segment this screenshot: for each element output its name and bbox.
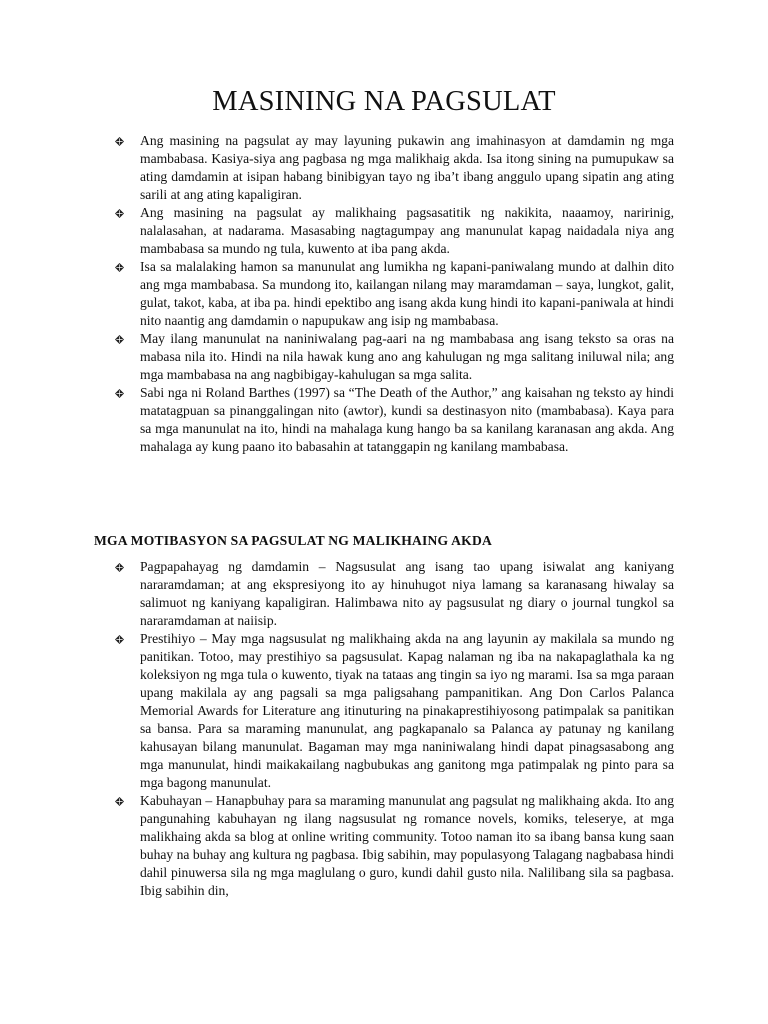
list-item	[112, 330, 674, 384]
intro-bullet-list	[112, 132, 674, 456]
list-item	[112, 132, 674, 204]
section-heading: MGA MOTIBASYON SA PAGSULAT NG MALIKHAING AKDA	[94, 533, 492, 548]
diamond-bullet-icon	[115, 137, 124, 146]
motivation-bullet-list	[112, 558, 674, 900]
diamond-bullet-icon	[115, 563, 124, 572]
diamond-bullet-icon	[115, 797, 124, 806]
list-item	[112, 792, 674, 900]
list-item-text: Kabuhayan – Hanapbuhay para sa maraming manunulat ang pagsulat ng malikhaing akda. Ito ang pangunahing kabuhayan ng ilang nagsusulat ng romance novels, komiks, teleserye, at mga malikhaing akda sa blog at online writing community. Totoo naman ito sa ibang bansa kung saan buhay na buhay ang kultura ng pagbasa. Ibig sabihin, may populasyong Talagang nagbabasa hindi dahil pinuwersa sila ng mga maglulang o guro, kundi dahil gusto nila. Nalilibang sila sa pagbasa. Ibig sabihin din,	[140, 793, 674, 898]
list-item	[112, 558, 674, 630]
list-item	[112, 204, 674, 258]
diamond-bullet-icon	[115, 389, 124, 398]
list-item-text: Prestihiyo – May mga nagsusulat ng malikhaing akda na ang layunin ay makilala sa mundo ng panitikan. Totoo, may prestihiyo sa pagsusulat. Kapag nalaman ng iba na nakapaglathala ka ng koleksiyon ng mga tula o kuwento, tiyak na tataas ang tingin sa iyo ng marami. Isa sa mga paraan upang makilala ay ang pagsali sa mga paligsahang pampanitikan. Ang Don Carlos Palanca Memorial Awards for Literature ang itinuturing na pinakaprestihiyosong patimpalak sa panitikan sa bansa. Para sa maraming manunulat, ang pagkapanalo sa Palanca ay patunay ng kanilang kahusayan bilang manunulat. Bagaman may mga naniniwalang hindi dapat pinagsasabong ang mga manunulat, hindi maikakailang nagbubukas ang ganitong mga patimpalak ng pinto para sa mga bagong manunulat.	[140, 631, 674, 790]
list-item-text: Ang masining na pagsulat ay may layuning pukawin ang imahinasyon at damdamin ng mga mambabasa. Kasiya-siya ang pagbasa ng mga malikhaig akda. Isa itong sining na pumupukaw sa ating damdamin at isipan habang binibigyan tayo ng iba’t ibang anggulo upang sipatin ang ating sarili at ang ating kapaligiran.	[140, 133, 674, 202]
diamond-bullet-icon	[115, 263, 124, 272]
list-item-text: Ang masining na pagsulat ay malikhaing pagsasatitik ng nakikita, naaamoy, naririnig, nalalasahan, at nadarama. Masasabing nagtagumpay ang manunulat kapag naidadala niya ang mambabasa sa mundo ng tula, kuwento at iba pang akda.	[140, 205, 674, 256]
diamond-bullet-icon	[115, 335, 124, 344]
diamond-bullet-icon	[115, 635, 124, 644]
list-item	[112, 258, 674, 330]
list-item	[112, 630, 674, 792]
list-item	[112, 384, 674, 456]
list-item-text: Pagpapahayag ng damdamin – Nagsusulat ang isang tao upang isiwalat ang kaniyang nararamdaman; at ang ekspresiyong ito ay hinuhugot niya lamang sa karanasang hiwalay sa salimuot ng kaniyang kapaligiran. Halimbawa nito ay pagsusulat ng diary o journal tungkol sa nararamdaman at naiisip.	[140, 559, 674, 628]
list-item-text: Isa sa malalaking hamon sa manunulat ang lumikha ng kapani-paniwalang mundo at dalhin dito ang mga mambabasa. Sa mundong ito, kailangan nilang may maramdaman – saya, lungkot, galit, gulat, takot, kaba, at iba pa. hindi epektibo ang isang akda kung hindi ito kapani-paniwala at hindi nito naantig ang damdamin o napupukaw ang isip ng mambabasa.	[140, 259, 674, 328]
list-item-text: May ilang manunulat na naniniwalang pag-aari na ng mambabasa ang isang teksto sa oras na mabasa nila ito. Hindi na nila hawak kung ano ang kahulugan ng mga salitang iniluwal nila; ang mga mambabasa na ang nagbibigay-kahulugan sa mga salita.	[140, 331, 674, 382]
diamond-bullet-icon	[115, 209, 124, 218]
list-item-text: Sabi nga ni Roland Barthes (1997) sa “The Death of the Author,” ang kaisahan ng teksto ay hindi matatagpuan sa pinanggalingan nito (awtor), kundi sa destinasyon nito (mambabasa). Kaya para sa mga manunulat na ito, hindi na mahalaga kung hango ba sa kanilang karanasan ang akda. Ang mahalaga ay kung paano ito babasahin at tatanggapin ng kanilang mambabasa.	[140, 385, 674, 454]
page-title: MASINING NA PAGSULAT	[212, 86, 556, 117]
